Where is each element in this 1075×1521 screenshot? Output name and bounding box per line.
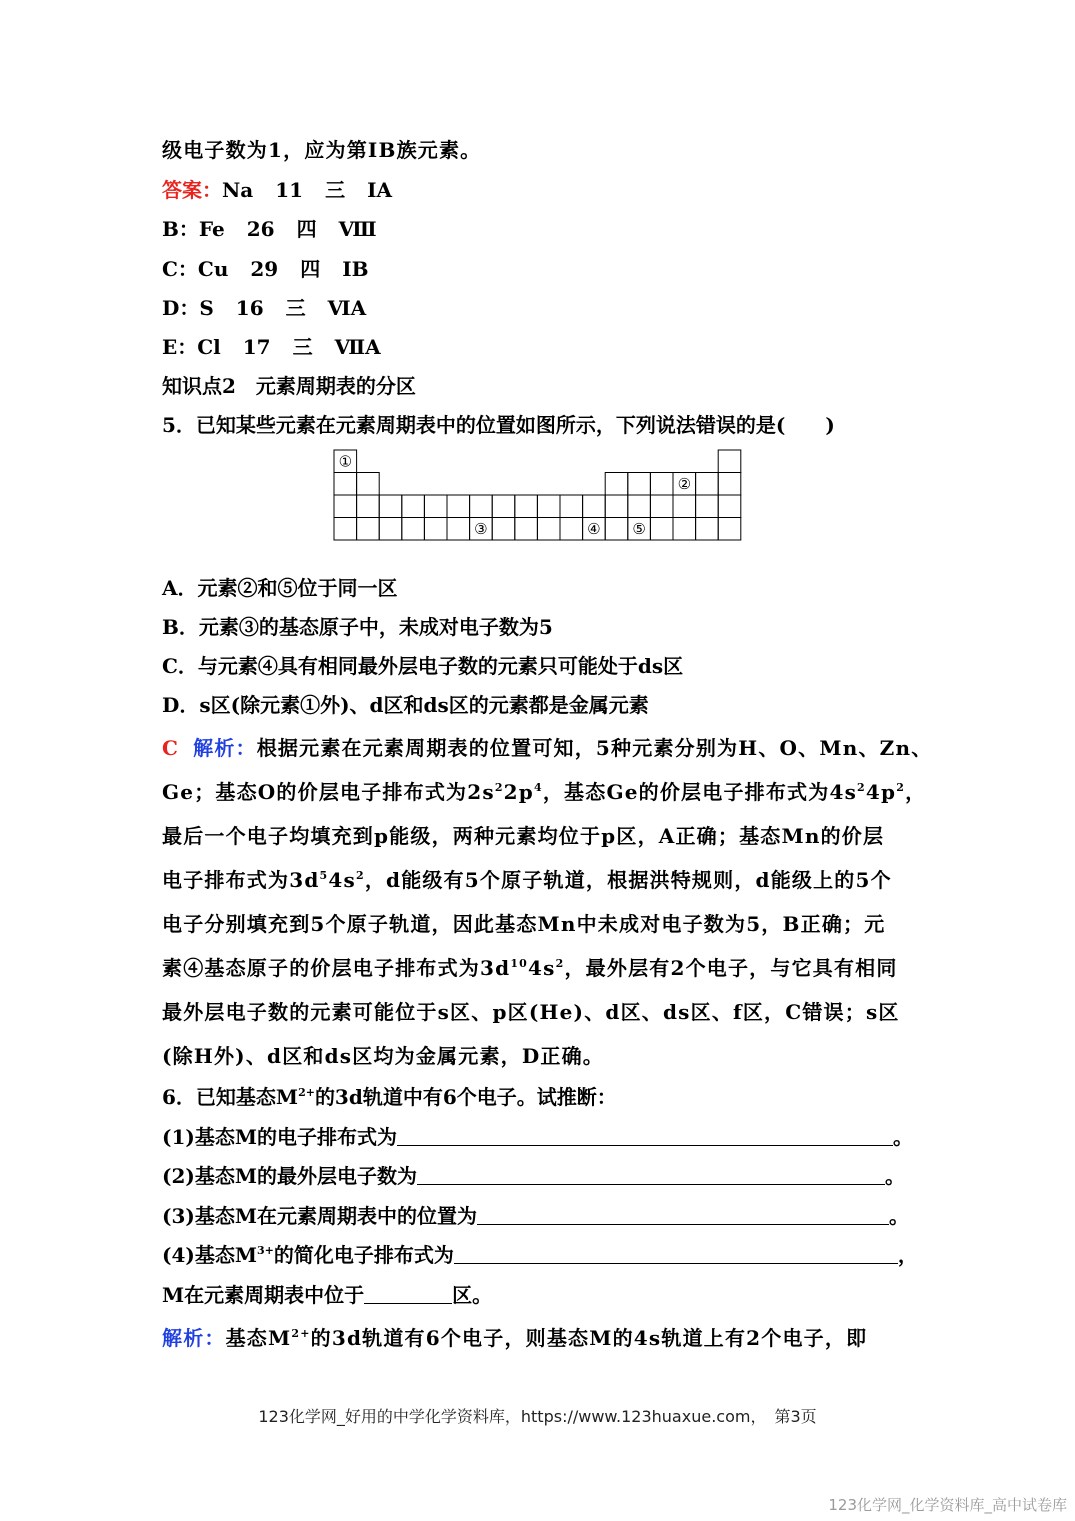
answer-blank[interactable] [397, 1125, 893, 1146]
q6-part-text: M在元素周期表中位于 [162, 1283, 365, 1307]
q5-answer-letter: C [162, 736, 180, 760]
q6-analysis-label: 解析： [162, 1326, 226, 1350]
q5-option-a: A．元素②和⑤位于同一区 [162, 576, 398, 600]
analysis-text: 素④基态原子的价层电子排布式为3d [162, 956, 511, 980]
table-cell [628, 473, 651, 496]
answer-group: ⅠA [367, 178, 392, 202]
answer-period: 三 [325, 178, 346, 202]
analysis-text: ，基态Ge的价层电子排布式为4s [542, 780, 858, 804]
answer-group: Ⅷ [338, 217, 377, 241]
table-cell [470, 495, 493, 518]
answer-symbol: S [199, 296, 214, 320]
q5-stem: 5．已知某些元素在元素周期表中的位置如图所示，下列说法错误的是( ) [162, 413, 835, 437]
analysis-text: ， [905, 780, 927, 804]
answer-symbol: Fe [198, 217, 225, 241]
table-cell [650, 473, 673, 496]
answer-row-d [162, 295, 366, 321]
table-cell [334, 473, 357, 496]
answer-blank[interactable] [417, 1164, 885, 1185]
table-cell [537, 495, 560, 518]
q5-analysis-line-3: 最后一个电子均填充到p能级，两种元素均位于p区，A正确；基态Mn的价层 [162, 824, 885, 848]
answer-id: E： [162, 335, 198, 359]
answer-label: 答案： [162, 178, 222, 202]
superscript: 4 [533, 781, 543, 794]
q6-part-text: (1)基态M的电子排布式为 [162, 1125, 397, 1149]
answer-number: 17 [242, 335, 271, 359]
table-cell [560, 518, 583, 541]
element-marker-3: ③ [474, 519, 488, 538]
q5-analysis-line-5: 电子分别填充到5个原子轨道，因此基态Mn中未成对电子数为5，B正确；元 [162, 912, 886, 936]
table-cell [650, 495, 673, 518]
punctuation: 。 [892, 1125, 913, 1149]
table-cell [605, 495, 628, 518]
superscript: 2+ [298, 1086, 315, 1099]
page-footer: 123化学网_好用的中学化学资料库，https://www.123huaxue.com， 第3页 [258, 1407, 817, 1426]
answer-number: 26 [246, 217, 275, 241]
table-cell [334, 518, 357, 541]
table-cell [537, 518, 560, 541]
superscript: 2 [896, 781, 906, 794]
superscript: 2 [857, 781, 866, 794]
q5-analysis-line-7: 最外层电子数的元素可能位于s区、p区(He)、d区、ds区、f区，C错误；s区 [162, 1000, 900, 1024]
intro-line: 级电子数为1，应为第ⅠB族元素。 [162, 138, 482, 162]
q5-analysis-line-2 [162, 779, 926, 805]
answer-symbol: Na [222, 178, 254, 202]
element-marker-1: ① [338, 452, 353, 471]
q5-analysis-line-6 [162, 955, 898, 981]
q6-analysis [162, 1325, 867, 1351]
watermark: 123化学网_化学资料库_高中试卷库 [828, 1496, 1067, 1514]
table-cell [402, 495, 425, 518]
table-cell [605, 473, 628, 496]
element-marker-2: ② [677, 474, 692, 493]
table-cell [718, 450, 741, 473]
table-cell [334, 495, 357, 518]
answer-id: D： [162, 296, 200, 320]
superscript: 2 [555, 957, 565, 970]
answer-number: 16 [235, 296, 264, 320]
answer-blank[interactable] [364, 1283, 452, 1304]
q5-analysis-line-4 [162, 867, 892, 893]
table-cell [515, 495, 538, 518]
answer-row-a [162, 177, 392, 203]
q5-option-d: D．s区(除元素①外)、d区和ds区的元素都是金属元素 [162, 693, 649, 717]
table-cell [357, 473, 380, 496]
table-cell [718, 473, 741, 496]
answer-period: 三 [285, 296, 306, 320]
answer-group: ⅥA [327, 296, 367, 320]
q5-option-b: B．元素③的基态原子中，未成对电子数为5 [162, 615, 553, 639]
superscript: 5 [319, 869, 329, 882]
table-cell [696, 473, 719, 496]
q6-part-text: (4)基态M [162, 1243, 257, 1267]
analysis-text: 根据元素在元素周期表的位置可知，5种元素分别为H、O、Mn、Zn、 [256, 736, 933, 760]
table-cell [515, 518, 538, 541]
table-cell [447, 518, 470, 541]
analysis-text: 电子排布式为3d [162, 868, 320, 892]
answer-period: 三 [292, 335, 313, 359]
answer-period: 四 [300, 257, 321, 281]
table-cell [718, 495, 741, 518]
table-cell [583, 495, 606, 518]
table-cell [696, 495, 719, 518]
answer-number: 29 [250, 257, 279, 281]
table-cell [424, 518, 447, 541]
superscript: 10 [510, 957, 529, 970]
q5-analysis-line-8: (除H外)、d区和ds区均为金属元素，D正确。 [162, 1044, 604, 1068]
element-marker-4: ④ [587, 519, 601, 538]
superscript: 3+ [256, 1244, 274, 1257]
analysis-text: 4s [528, 956, 556, 980]
section-heading: 知识点2 元素周期表的分区 [162, 374, 416, 398]
punctuation: 。 [884, 1164, 905, 1188]
table-cell [673, 518, 696, 541]
table-cell [560, 495, 583, 518]
punctuation: ， [897, 1243, 918, 1267]
analysis-text: ，最外层有2个电子，与它具有相同 [564, 956, 898, 980]
answer-row-e [162, 334, 381, 360]
answer-blank[interactable] [454, 1243, 898, 1264]
table-cell [650, 518, 673, 541]
q6-part-text: 的简化电子排布式为 [273, 1243, 454, 1267]
answer-group: ⅠB [342, 257, 369, 281]
q6-stem-text: 6．已知基态M [162, 1085, 299, 1109]
table-cell [605, 518, 628, 541]
answer-symbol: Cl [197, 335, 221, 359]
table-cell [357, 495, 380, 518]
table-cell [424, 495, 447, 518]
q6-part-text: (3)基态M在元素周期表中的位置为 [162, 1204, 477, 1228]
table-cell [447, 495, 470, 518]
q6-part-1 [162, 1124, 913, 1150]
answer-symbol: Cu [197, 257, 229, 281]
q5-analysis-line-1 [162, 735, 932, 761]
table-cell [718, 518, 741, 541]
answer-row-b [162, 216, 377, 242]
answer-id: C： [162, 257, 198, 281]
q6-stem [162, 1084, 617, 1110]
table-cell [492, 518, 515, 541]
answer-period: 四 [296, 217, 317, 241]
table-cell [696, 518, 719, 541]
analysis-text: Ge；基态O的价层电子排布式为2s [162, 780, 495, 804]
q6-part-4 [162, 1242, 918, 1268]
q5-analysis-label: 解析： [193, 736, 257, 760]
answer-number: 11 [275, 178, 304, 202]
analysis-text: 基态M [225, 1326, 292, 1350]
analysis-text: 2p [503, 780, 534, 804]
element-marker-5: ⑤ [632, 519, 646, 538]
q6-part-text: (2)基态M的最外层电子数为 [162, 1164, 417, 1188]
answer-group: ⅦA [334, 335, 381, 359]
analysis-text: 的3d轨道有6个电子，则基态M的4s轨道上有2个电子，即 [310, 1326, 868, 1350]
answer-blank[interactable] [477, 1204, 889, 1225]
q5-option-c: C．与元素④具有相同最外层电子数的元素只可能处于ds区 [162, 654, 684, 678]
analysis-text: 4p [865, 780, 897, 804]
q6-stem-text: 的3d轨道中有6个电子。试推断： [314, 1085, 617, 1109]
superscript: 2+ [291, 1327, 311, 1340]
q6-part-3 [162, 1203, 909, 1229]
superscript: 2 [355, 869, 365, 882]
table-cell [673, 495, 696, 518]
table-cell [628, 495, 651, 518]
answer-id: B： [162, 217, 199, 241]
q6-part-text: 区。 [452, 1283, 493, 1307]
q6-part-4-block [162, 1282, 492, 1308]
analysis-text: 4s [328, 868, 356, 892]
table-cell [492, 495, 515, 518]
table-cell [379, 495, 402, 518]
answer-row-c [162, 256, 369, 282]
superscript: 2 [494, 781, 504, 794]
table-cell [379, 518, 402, 541]
analysis-text: ，d能级有5个原子轨道，根据洪特规则，d能级上的5个 [364, 868, 892, 892]
periodic-table-diagram [333, 449, 745, 565]
q6-part-2 [162, 1163, 905, 1189]
table-cell [357, 518, 380, 541]
punctuation: 。 [888, 1204, 909, 1228]
table-cell [402, 518, 425, 541]
